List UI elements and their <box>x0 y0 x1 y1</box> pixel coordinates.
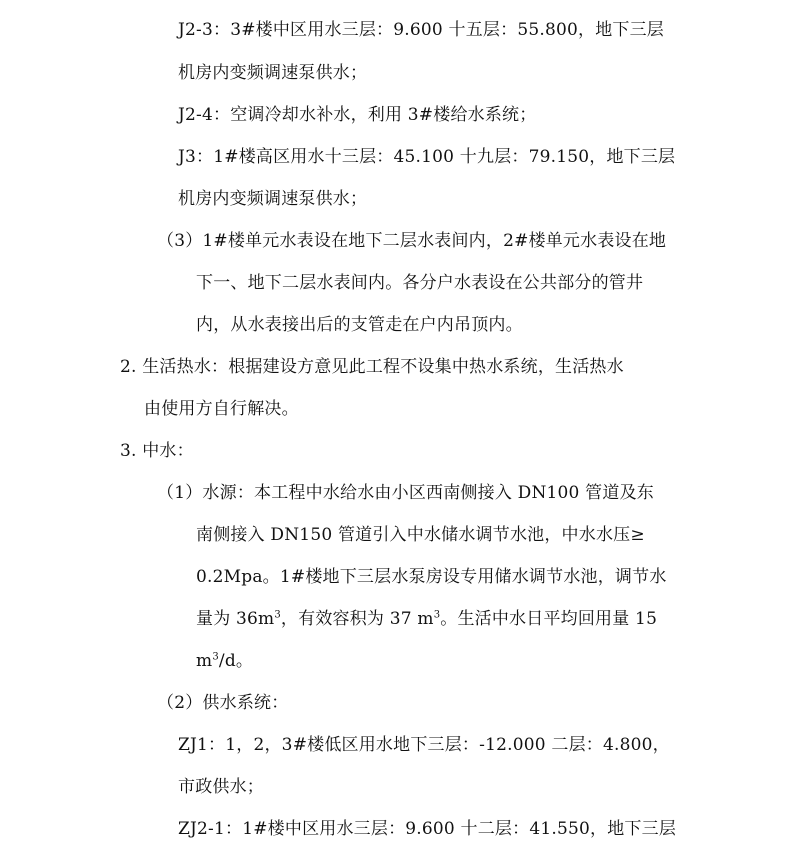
text-line: 市政供水； <box>178 777 264 797</box>
text-line-zj2-1: ZJ2-1：1#楼中区用水三层：9.600 十二层：41.550，地下三层 <box>178 819 677 839</box>
section-heading-reclaimed-water: 3. 中水： <box>120 441 194 461</box>
text-line-j3: J3：1#楼高区用水十三层：45.100 十九层：79.150，地下三层 <box>178 147 676 167</box>
text-line: 南侧接入 DN150 管道引入中水储水调节水池，中水水压≥ <box>196 525 645 545</box>
text-line: 机房内变频调速泵供水； <box>178 189 368 209</box>
text-line-j2-3: J2-3：3#楼中区用水三层：9.600 十五层：55.800，地下三层 <box>178 20 665 40</box>
text-line: 下一、地下二层水表间内。各分户水表设在公共部分的管井 <box>196 273 644 293</box>
text-line-unit: $m^3/d$。 <box>196 651 254 671</box>
section-heading-hot-water: 2. 生活热水：根据建设方意见此工程不设集中热水系统，生活热水 <box>120 357 624 377</box>
text-line-j2-4: J2-4：空调冷却水补水，利用 3#楼给水系统； <box>178 105 537 125</box>
text-line-volume: 量为 $36m^3$，有效容积为 37 $m^3$。生活中水日平均回用量 15 <box>196 609 658 629</box>
text-line-item-3: （3）1#楼单元水表设在地下二层水表间内，2#楼单元水表设在地 <box>157 231 667 251</box>
text-line-item-1: （1）水源：本工程中水给水由小区西南侧接入 DN100 管道及东 <box>157 483 654 503</box>
text-line-zj1: ZJ1：1，2，3#楼低区用水地下三层：-12.000 二层：4.800， <box>178 735 670 755</box>
text-line: 由使用方自行解决。 <box>144 399 299 419</box>
text-line: 机房内变频调速泵供水； <box>178 63 368 83</box>
text-line: 0.2Mpa。1#楼地下三层水泵房设专用储水调节水池，调节水 <box>196 567 667 587</box>
text-line: 内，从水表接出后的支管走在户内吊顶内。 <box>196 315 523 335</box>
text-line-item-2: （2）供水系统： <box>157 693 289 713</box>
